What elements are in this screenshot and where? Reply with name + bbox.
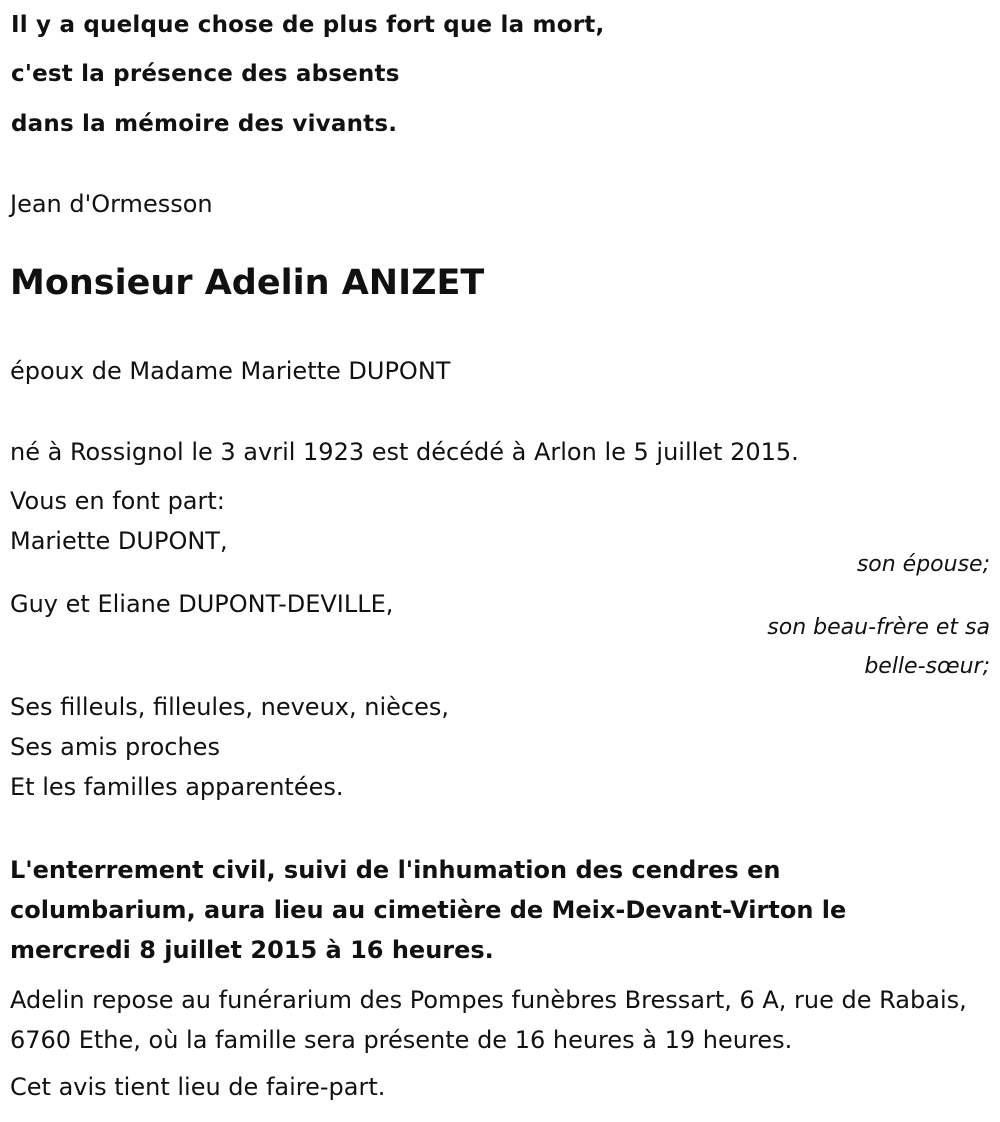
viewing-info: Adelin repose au funérarium des Pompes funèbres Bressart, 6 A, rue de Rabais, 6760 Ethe, où la famille sera présente de 16 heures à 19 heures.: [10, 986, 967, 1054]
ceremony-announcement: L'enterrement civil, suivi de l'inhumation des cendres en columbarium, aura lieu au cimetière de Meix-Devant-Virton le mercredi 8 juillet 2015 à 16 heures.: [10, 856, 847, 964]
announcers-families: Et les familles apparentées.: [10, 773, 344, 801]
announcer-2-name: Guy et Eliane DUPONT-DEVILLE,: [10, 590, 394, 618]
announcers-friends: Ses amis proches: [10, 733, 220, 761]
announcer-2-role-line-1: son beau-frère et sa: [767, 615, 990, 640]
announcers-godchildren: Ses filleuls, filleules, neveux, nièces,: [10, 693, 449, 721]
quote-author: Jean d'Ormesson: [10, 190, 213, 218]
deceased-name: Monsieur Adelin ANIZET: [10, 263, 485, 303]
announcer-1-role: son épouse;: [856, 552, 990, 577]
quote-line-1: Il y a quelque chose de plus fort que la mort,: [11, 12, 605, 38]
closing-note: Cet avis tient lieu de faire-part.: [10, 1073, 386, 1101]
announcers-intro: Vous en font part:: [10, 487, 225, 515]
announcer-1-name: Mariette DUPONT,: [10, 527, 228, 555]
quote-line-2: c'est la présence des absents: [11, 61, 400, 87]
birth-death-line: né à Rossignol le 3 avril 1923 est décédé à Arlon le 5 juillet 2015.: [10, 438, 799, 466]
spouse-line: époux de Madame Mariette DUPONT: [10, 357, 451, 385]
quote-line-3: dans la mémoire des vivants.: [11, 111, 398, 137]
announcer-2-role-line-2: belle-sœur;: [864, 654, 990, 679]
